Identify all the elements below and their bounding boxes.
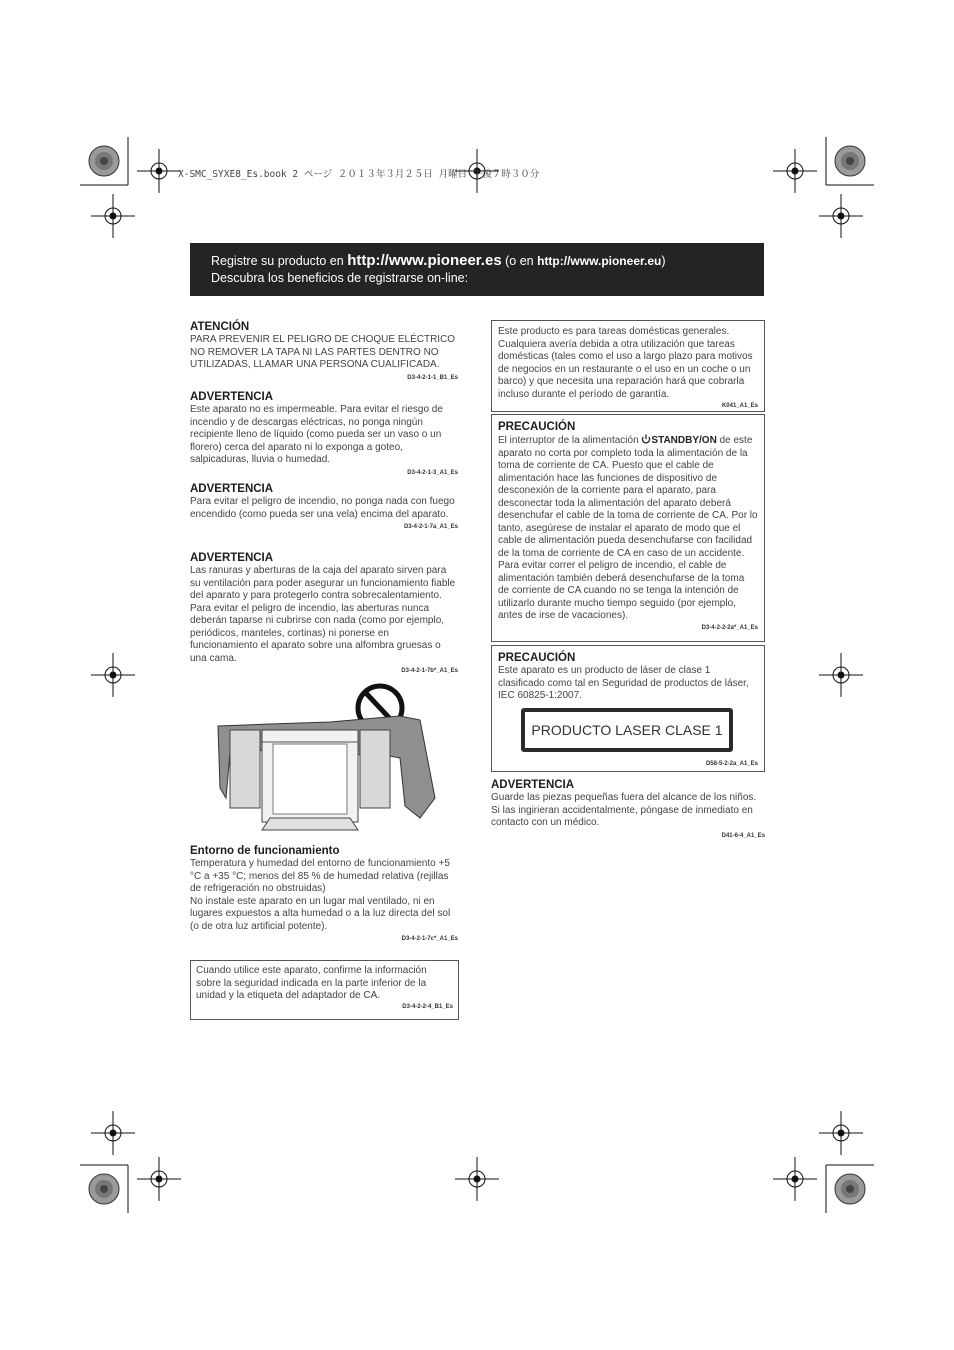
section-code: D41-6-4_A1_Es	[721, 832, 765, 839]
registration-mark-icon	[819, 1111, 863, 1155]
section-body: Las ranuras y aberturas de la caja del aparato sirven para su ventilación para poder asegurar un funcionamiento fiable del aparato y para protegerlo contra sobrecalentamiento. Para evitar el peligro de incendio, las aberturas nunca deberán taparse ni cubrirse con nada (como por ejemplo, periódicos, manteles, cortinas) ni ponerse en funcionamiento el aparato sobre una alfombra gruesas o una cama.	[190, 565, 456, 664]
registration-mark-icon	[91, 194, 135, 238]
advertencia-ventilation-section	[190, 551, 458, 675]
section-title: PRECAUCIÓN	[498, 652, 576, 664]
box-code: K041_A1_Es	[721, 403, 758, 409]
banner-line-1	[211, 251, 764, 271]
atencion-section	[190, 320, 458, 382]
color-wheel-icon	[89, 1174, 119, 1204]
color-wheel-icon	[835, 146, 865, 176]
section-title: Entorno de funcionamiento	[190, 845, 340, 857]
section-title: ADVERTENCIA	[190, 391, 274, 403]
section-code: D3-4-2-1-7a_A1_Es	[403, 524, 458, 530]
body-text: El interruptor de la alimentación	[498, 435, 642, 446]
section-code: D3-4-2-1-7b*_A1_Es	[401, 668, 458, 674]
section-title: ADVERTENCIA	[491, 779, 575, 791]
registration-mark-icon	[773, 1157, 817, 1201]
section-code: D58-5-2-2a_A1_Es	[705, 761, 758, 767]
registration-mark-icon	[455, 1157, 499, 1201]
section-code: D3-4-2-2-2a*_A1_Es	[701, 624, 758, 631]
registration-mark-icon	[819, 194, 863, 238]
box-body: Este producto es para tareas domésticas generales. Cualquiera avería debida a otra utilización que tareas domésticas (tales como el uso a largo plazo para motivos de negocios en un restaurante o el uso en un coche o un barco) y que necesita una reparación hará que cobrarla incluso durante el período de garantía.	[498, 326, 753, 400]
safety-info-box	[190, 960, 459, 1020]
section-title: ATENCIÓN	[190, 321, 250, 333]
section-body: PARA PREVENIR EL PELIGRO DE CHOQUE ELÉCTRICO NO REMOVER LA TAPA NI LAS PARTES DENTRO NO UTILIZADAS, LLAMAR UNA PERSONA CUALIFICADA.	[190, 334, 456, 370]
section-body: Este aparato no es impermeable. Para evitar el riesgo de incendio y de descargas eléctricas, no ponga ningún recipiente lleno de líquido (como pueda ser un vaso o un florero) cerca del aparato ni lo exponga a goteo, salpicaduras, lluvia o humedad.	[190, 404, 443, 465]
file-header-line: X-SMC_SYXE8_Es.book 2 ページ ２０１３年３月２５日 月曜日 午後７時３０分	[178, 169, 540, 180]
section-body: Este aparato es un producto de láser de clase 1 clasificado como tal en Seguridad de productos de láser, IEC 60825-1:2007.	[498, 665, 749, 701]
pioneer-eu-link[interactable]: http://www.pioneer.eu	[537, 254, 662, 268]
section-body: Guarde las piezas pequeñas fuera del alcance de los niños. Si las ingirieran accidentalmente, póngase de inmediato en contacto con un médico.	[491, 792, 757, 828]
registration-mark-icon	[137, 149, 181, 193]
precaucion-standby-box	[491, 414, 765, 642]
box-code: D3-4-2-2-4_B1_Es	[402, 1003, 453, 1010]
laser-class-label: PRODUCTO LASER CLASE 1	[521, 708, 733, 752]
section-code: D3-4-2-1-3_A1_Es	[407, 469, 458, 476]
advertencia-water-section	[190, 390, 458, 477]
banner-prefix: Registre su producto en	[211, 254, 348, 268]
section-body: Temperatura y humedad del entorno de funcionamiento +5 °C a +35 °C; menos del 85 % de humedad relativa (rejillas de refrigeración no obstruidas)	[190, 858, 450, 894]
color-wheel-icon	[835, 1174, 865, 1204]
pioneer-es-link[interactable]: http://www.pioneer.es	[347, 252, 502, 269]
registration-mark-icon	[91, 653, 135, 697]
section-title: PRECAUCIÓN	[498, 421, 576, 433]
banner-line-2: Descubra los beneficios de registrarse on-line:	[211, 271, 469, 285]
registration-mark-icon	[773, 149, 817, 193]
entorno-section	[190, 844, 458, 943]
box-body: Cuando utilice este aparato, confirme la información sobre la seguridad indicada en la parte inferior de la unidad y la etiqueta del adaptador de CA.	[196, 965, 427, 1001]
section-title: ADVERTENCIA	[190, 552, 274, 564]
section-title: ADVERTENCIA	[190, 483, 274, 495]
registration-mark-icon	[91, 1111, 135, 1155]
registration-mark-icon	[137, 1157, 181, 1201]
standby-power-icon	[641, 434, 651, 444]
body-text: de este aparato no corta por completo toda la alimentación de la toma de corriente de CA. Puesto que el cable de alimentación hace las funciones de dispositivo de desconexión de la corriente para el aparato, para desconectar toda la alimentación del aparato deberá desenchufar el cable de la toma de corriente de CA. Por lo tanto, asegúrese de instalar el aparato de modo que el cable de alimentación pueda desenchufarse con facilidad de la toma de corriente de CA en caso de un accidente. Para evitar correr el peligro de incendio, el cable de alimentación también deberá desenchufarse de la toma de corriente de CA cuando no se tenga la intención de utilizarlo durante mucho tiempo seguido (por ejemplo, antes de irse de vacaciones).	[498, 435, 758, 621]
banner-suffix: )	[661, 254, 666, 268]
section-body-2: No instale este aparato en un lugar mal ventilado, ni en lugares expuestos a alta humedad o a la luz directa del sol (o de otra luz artificial potente).	[190, 895, 451, 932]
color-wheel-icon	[89, 146, 119, 176]
registration-mark-icon	[819, 653, 863, 697]
advertencia-small-parts-section	[491, 778, 765, 840]
banner-middle: (o en	[501, 254, 538, 268]
section-body	[498, 434, 758, 623]
section-code: D3-4-2-1-1_B1_Es	[407, 374, 458, 381]
registration-banner	[190, 243, 764, 296]
standby-label: STANDBY/ON	[651, 435, 717, 446]
domestic-use-box	[491, 320, 765, 412]
advertencia-fire-section	[190, 482, 458, 531]
section-code: D3-4-2-1-7c*_A1_Es	[401, 936, 458, 942]
covered-unit-illustration	[210, 678, 460, 838]
section-body: Para evitar el peligro de incendio, no ponga nada con fuego encendido (como pueda ser una vela) encima del aparato.	[190, 496, 455, 520]
